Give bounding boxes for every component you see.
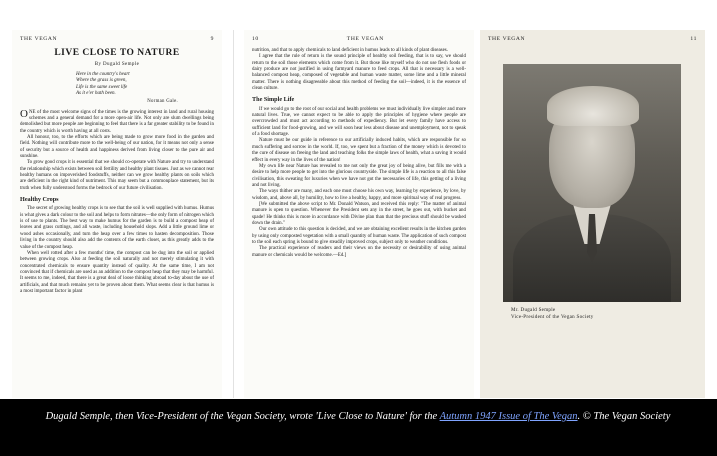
- article-byline: By Dugald Semple: [94, 62, 140, 67]
- article-title: LIVE CLOSE TO NATURE: [54, 48, 180, 58]
- caption-copyright: . © The Vegan Society: [577, 411, 671, 422]
- portrait-hair: [547, 86, 639, 126]
- paragraph: [We submitted the above script to Mr. Donald Watson, and received this reply: "The matter of animal manure is open to question. Whenever the President sets any in the street, he goes out, with bucket and spade! He thinks this is more in accordance with Divine plan than that the precious stuff should be washed down the drain.": [252, 201, 466, 226]
- image-caption-bar: [0, 399, 717, 456]
- paragraph: When well rotted after a few months' time, the compost can be dug into the soil or applied between growing crops. Also at feeding the soil naturally and not merely stimulating it with concentrated chemicals to ensure quantity instead of quality. At the same time, I am not convinced that if chemicals are used as an addition to the compost heap that they may be harmful. It seems to me, indeed, that there is a great deal of loose thinking abroad to-day about the use of artificials, and that much remains yet to be proven about them. What seems clear is that humus is a most important factor in plant: [20, 250, 214, 294]
- paragraph: The secret of growing healthy crops is to see that the soil is well supplied with humus. Humus is what gives a dark colour to the soil and helps to form nitrates—the only form of nitrogen which is of use to plants. The best way to make humus for the garden is to build a compost heap of leaves and grass cuttings, and all waste, including household slops. Add a little ground lime or wood ashes occasionally, and turn the heap over a few times to hasten decomposition. Those living in the country should also add the contents of the earth closet, as this greatly adds to the value of the compost heap.: [20, 206, 214, 250]
- header-title: THE VEGAN: [488, 36, 526, 42]
- paragraph: If we would go to the root of our social and health problems we must individually live simpler and more natural lives. True, we cannot expect to be able to apply the principles of hygiene where people are overcrowded and must act according to methods of expediency. But let every family have access to sufficient land for food-growing, and we will soon hear less about disease and unemployment, not to speak of a food shortage.: [252, 106, 466, 138]
- page-number: 9: [210, 36, 214, 42]
- issue-link[interactable]: Autumn 1947 Issue of The Vegan: [439, 411, 578, 422]
- poem-line: Life is the same sweet life: [76, 84, 128, 90]
- paragraph: The ways thither are many, and each one must choose his own way, learning by experience, by love, by wisdom, and, above all, by humility, how to live a healthy, happy, and more spiritual way of real progress.: [252, 189, 466, 201]
- paragraph: nutrition, and that to apply chemicals to land deficient in humus leads to all kinds of plant diseases.: [252, 48, 448, 53]
- header-title: THE VEGAN: [346, 36, 384, 42]
- paragraph: ONE of the most welcome signs of the times is the growing interest in land and rural housing schemes and a general demand for a more open-air life. Not only are slum dwellings being demolished but more people are beginning to feel that there is a far greater stability to be found in the country which is worth having at all costs.: [20, 107, 214, 134]
- section-heading: Healthy Crops: [20, 196, 59, 204]
- paragraph: My own life near Nature has revealed to me not only the great joy of being alive, but fills me with a desire to help more people to get into the glorious countryside. The simple life is a reaction to all this false civilisation, this sweating for luxuries when we have not got the necessaries of life, this getting of a living and not living.: [252, 163, 466, 188]
- poem-line: Where the grass is green,: [76, 78, 127, 84]
- photo-caption-role: Vice-President of the Vegan Society: [511, 315, 594, 320]
- paragraph: Our own attitude to this question is decided, and we are obtaining excellent results in the kitchen garden by using only composted vegetation with a small quantity of human waste. The application of such compost to the soil each spring is bound to give steadily improved crops, subject only to weather conditions.: [252, 227, 466, 245]
- paragraph: Nature must be our guide in reference to our artificially induced habits, which are responsible for so much suffering and sorrow in the world. If, too, we spent but a fraction of the money which is devoted to the cure of disease on freeing the land and teaching folks the simple laws of health, what a saving it would effect in every way in the lives of the nation!: [252, 138, 466, 163]
- page-number: 10: [252, 36, 259, 42]
- page-header: [488, 36, 697, 42]
- poem-author: Norman Gale.: [147, 98, 178, 104]
- page-header: [252, 36, 466, 42]
- magazine-page-10: [244, 30, 474, 398]
- poem-line: As it e'er hath been.: [76, 91, 116, 97]
- page-header: [20, 36, 214, 42]
- section-heading: The Simple Life: [252, 96, 295, 104]
- paragraph: The practical experience of readers and their views on the necessity or desirability of using animal manure or chemicals would be welcome.—Ed.]: [252, 246, 466, 258]
- paragraph: I agree that the rule of return is the sound principle of healthy soil feeding, that is to say, we should return to the soil those elements which come from it. But those like myself who do not use flesh foods or dairy produce are not justified in using farmyard manure to feed crops. All that is necessary is a well-balanced compost heap, composed of vegetable and human waste matter, some lime and a little mineral matter. There is nothing disagreeable about this method of feeding the soil—indeed, it is the essence of clean culture.: [252, 54, 466, 92]
- portrait-photo: [503, 64, 681, 302]
- article-body: [252, 48, 466, 259]
- paragraph: To grow good crops it is essential that we should co-operate with Nature and try to understand the relationship which exists between soil fertility and healthy plant tissues. Just as we cannot rear healthy humans on impoverished foodstuffs, neither can we grow healthy plants on soils which are deficient in the right kind of nutriment. This may seem but a commonplace statement, but its truth when fully understood forms the bedrock of our future civilisation.: [20, 160, 214, 191]
- poem-line: Here in the country's heart: [76, 72, 130, 77]
- image-caption: [28, 407, 688, 427]
- page-number: 11: [690, 36, 697, 42]
- article-body: [20, 107, 214, 296]
- magazine-page-11: [480, 30, 705, 398]
- photo-caption-name: Mr. Dugald Semple: [511, 308, 556, 313]
- header-title: THE VEGAN: [20, 36, 58, 42]
- paragraph: All honour, too, to the efforts which are being made to grow more food in the garden and field. Nothing will contribute more to the well-being of our nation, for it means not only a sense of security but a source of health and happiness derived from living closer to the pure air and sunshine.: [20, 135, 214, 160]
- caption-text: Dugald Semple, then Vice-President of the Vegan Society, wrote 'Live Close to Nature' for the: [45, 411, 440, 422]
- page-gutter: [233, 30, 234, 398]
- epigraph-poem: [20, 72, 214, 98]
- photo-caption: [511, 307, 594, 321]
- magazine-page-9: [12, 30, 222, 398]
